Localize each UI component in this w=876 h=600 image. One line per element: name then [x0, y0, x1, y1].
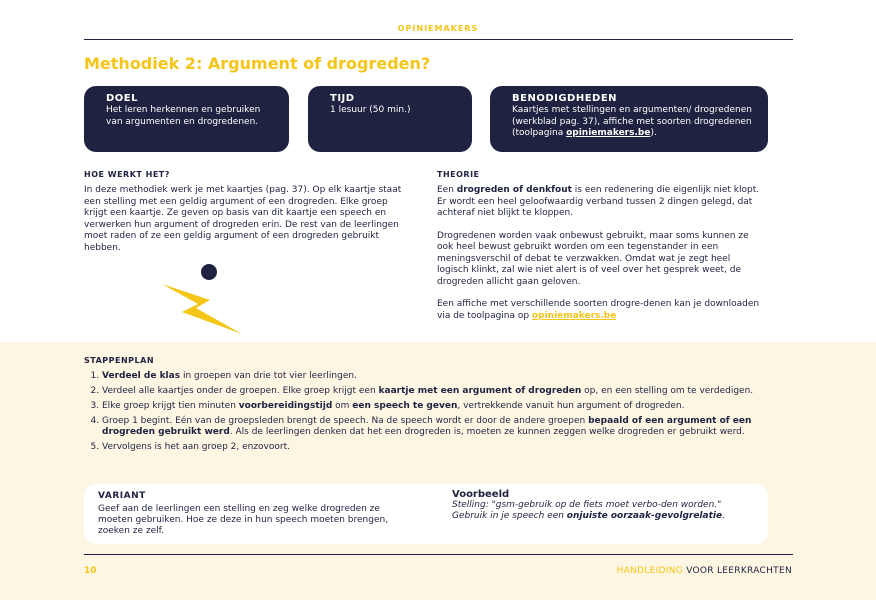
step-2: 2. Verdeel alle kaartjes onder de groepen. Elke groep krijgt een kaartje met een argument of drogreden op, en een stelling om te verdedigen. — [102, 386, 774, 397]
voorbeeld-instructie: Gebruik in je speech een onjuiste oorzaak-gevolgrelatie. — [452, 511, 725, 521]
lightning-bolt-icon — [158, 262, 258, 340]
step-3: 3. Elke groep krijgt tien minuten voorbereidingstijd om een speech te geven, vertrekkende vanuit hun argument of drogreden. — [102, 401, 774, 412]
theorie-paragraph-2: Drogredenen worden vaak onbewust gebruikt, maar soms kunnen ze ook heel bewust gebruikt worden om een tegenstander in een meningsverschil of debat te verzwakken. Omdat wat je zegt heel logisch klinkt, zal wie niet alert is of veel over het gesprek weet, de drogreden allicht gaan geloven. — [437, 230, 749, 287]
card-benodigdheden — [490, 86, 768, 152]
theorie-paragraph-3: Een affiche met verschillende soorten drogre-denen kan je downloaden via de toolpagina op opiniemakers.be — [437, 299, 760, 321]
hoe-werkt-het-text: In deze methodiek werk je met kaartjes (pag. 37). Op elk kaartje staat een stelling met een geldig argument of een drogreden. Elke groep krijgt een kaartje. Ze geven op basis van dit kaartje een speech en verwerken hun argument of drogreden erin. De rest van de leerlingen moet raden of ze een geldig argument of een drogreden gebruikt hebben. — [84, 185, 402, 253]
card-benodigdheden-title: BENODIGDHEDEN — [512, 93, 618, 104]
variant-column — [98, 491, 398, 537]
card-doel-body: Het leren herkennen en gebruiken van argumenten en drogredenen. — [106, 105, 261, 127]
step-5: 5. Vervolgens is het aan groep 2, enzovoort. — [102, 442, 774, 453]
header-brand: OPINIEMAKERS — [397, 24, 479, 33]
footer-rule — [84, 554, 793, 555]
voorbeeld-heading: Voorbeeld — [452, 489, 510, 500]
stappenplan-section — [84, 356, 774, 457]
theorie-heading: THEORIE — [437, 170, 480, 179]
page-number: 10 — [84, 566, 97, 576]
variant-box — [84, 484, 768, 544]
step-1: 1. Verdeel de klas in groepen van drie tot vier leerlingen. — [102, 371, 774, 382]
card-benodigdheden-body: Kaartjes met stellingen en argumenten/ drogredenen (werkblad pag. 37), affiche met soorten drogredenen (toolpagina opiniemakers.be). — [512, 105, 752, 138]
footer-title: HANDLEIDING VOOR LEERKRACHTEN — [616, 566, 792, 576]
voorbeeld-column — [452, 489, 762, 522]
stappenplan-heading: STAPPENPLAN — [84, 356, 155, 365]
hoe-werkt-het-section — [84, 170, 406, 254]
variant-text: Geef aan de leerlingen een stelling en zeg welke drogreden ze moeten gebruiken. Hoe ze deze in hun speech moeten brengen, zoeken ze zelf. — [98, 504, 389, 536]
stappenplan-list — [84, 371, 774, 453]
card-tijd-body: 1 lesuur (50 min.) — [330, 105, 411, 115]
card-tijd — [308, 86, 472, 152]
theorie-paragraph-1: Een drogreden of denkfout is een redenering die eigenlijk niet klopt. Er wordt een heel geloofwaardig verband tussen 2 dingen gelegd, dat achteraf niet blijkt te kloppen. — [437, 185, 760, 218]
variant-heading: VARIANT — [98, 491, 146, 501]
card-doel — [84, 86, 289, 152]
toolpagina-link[interactable]: opiniemakers.be — [566, 128, 651, 138]
header-rule — [84, 39, 793, 40]
step-4: 4. Groep 1 begint. Eén van de groepsleden brengt de speech. Na de speech wordt er door de andere groepen bepaald of een argument of een drogreden gebruikt werd. Als de leerlingen denken dat het een drogreden is, moeten ze kunnen zeggen welke drogreden er gebruikt werd. — [102, 416, 774, 438]
theorie-section — [437, 170, 763, 322]
opiniemakers-link[interactable]: opiniemakers.be — [531, 310, 617, 321]
card-tijd-title: TIJD — [330, 93, 355, 104]
page-title: Methodiek 2: Argument of drogreden? — [84, 54, 431, 73]
voorbeeld-stelling: Stelling: "gsm-gebruik op de fiets moet verbo-den worden." — [452, 500, 722, 510]
hoe-werkt-het-heading: HOE WERKT HET? — [84, 170, 170, 179]
card-doel-title: DOEL — [106, 93, 139, 104]
